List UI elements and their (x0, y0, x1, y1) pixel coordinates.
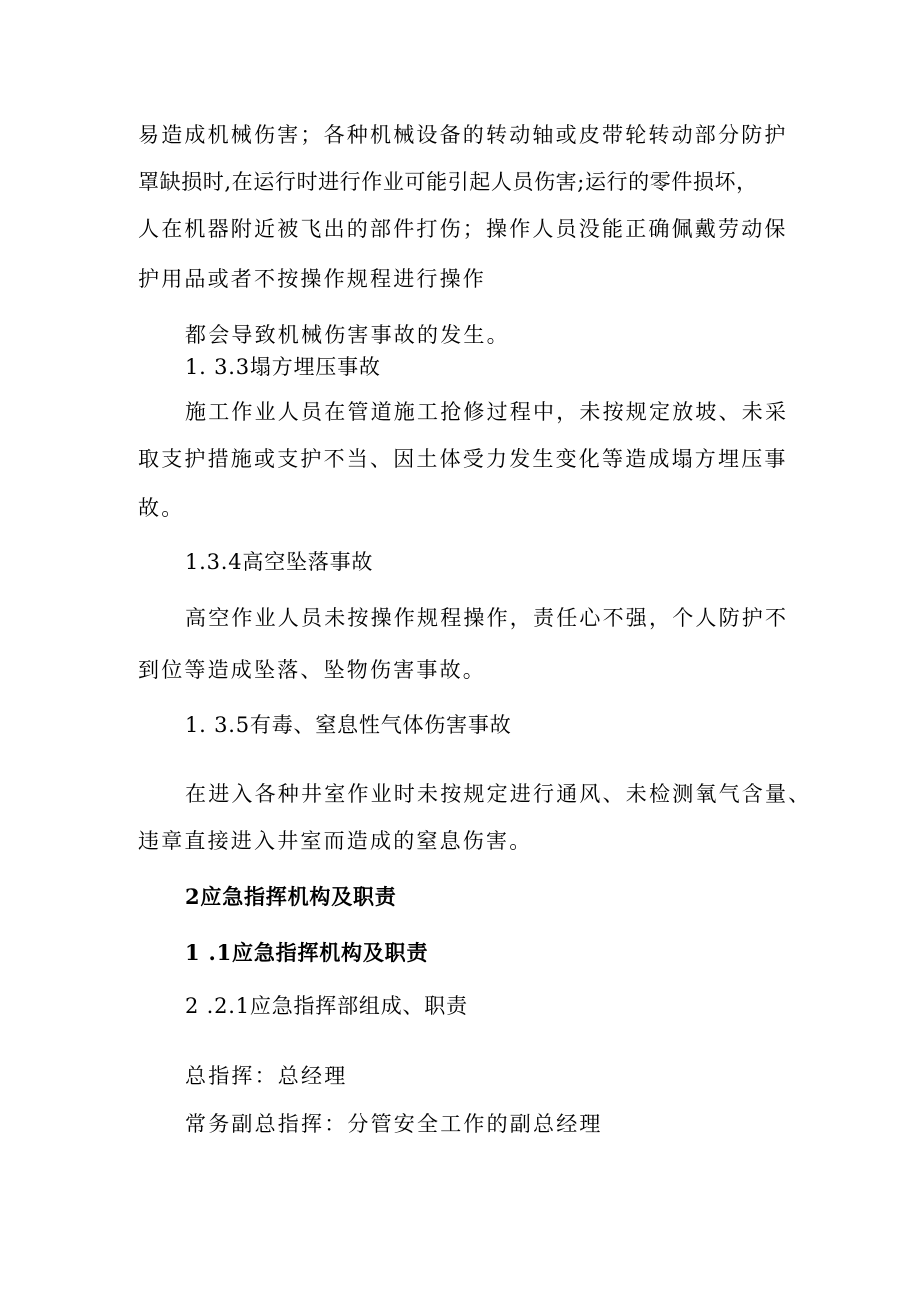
section-1-3-5-line1: 在进入各种井室作业时未按规定进行通风、未检测氧气含量、 (185, 782, 812, 806)
section-1-3-5-heading: 1. 3.5有毒、窒息性气体伤害事故 (185, 713, 512, 737)
para1-line4: 护用品或者不按操作规程进行操作 (138, 267, 486, 291)
section-1-3-5-line2: 违章直接进入井室而造成的窒息伤害。 (138, 829, 533, 853)
commander-line: 总指挥：总经理 (185, 1064, 348, 1088)
section-2-2-1-heading: 2 .2.1应急指挥部组成、职责 (185, 994, 468, 1018)
para1-line5: 都会导致机械伤害事故的发生。 (185, 323, 510, 347)
section-1-3-4-line2: 到位等造成坠落、坠物伤害事故。 (138, 658, 486, 682)
para1-line2: 罩缺损时,在运行时进行作业可能引起人员伤害;运行的零件损坏， (138, 170, 758, 194)
section-1-3-3-line1: 施工作业人员在管道施工抢修过程中，未按规定放坡、未采 (185, 400, 789, 424)
para1-line1: 易造成机械伤害；各种机械设备的转动轴或皮带轮转动部分防护 (138, 123, 788, 147)
section-1-3-3-line2: 取支护措施或支护不当、因土体受力发生变化等造成塌方埋压事 (138, 447, 788, 471)
section-2-heading: 2应急指挥机构及职责 (185, 884, 397, 909)
section-1-3-3-heading: 1. 3.3塌方埋压事故 (185, 355, 381, 379)
section-2-1-heading: 1 .1应急指挥机构及职责 (185, 940, 429, 965)
para1-line3: 人在机器附近被飞出的部件打伤；操作人员没能正确佩戴劳动保 (138, 217, 788, 241)
deputy-commander-line: 常务副总指挥：分管安全工作的副总经理 (185, 1112, 603, 1136)
section-1-3-4-heading: 1.3.4高空坠落事故 (185, 550, 374, 574)
section-1-3-4-line1: 高空作业人员未按操作规程操作，责任心不强，个人防护不 (185, 606, 789, 630)
section-1-3-3-line3: 故。 (138, 496, 185, 520)
